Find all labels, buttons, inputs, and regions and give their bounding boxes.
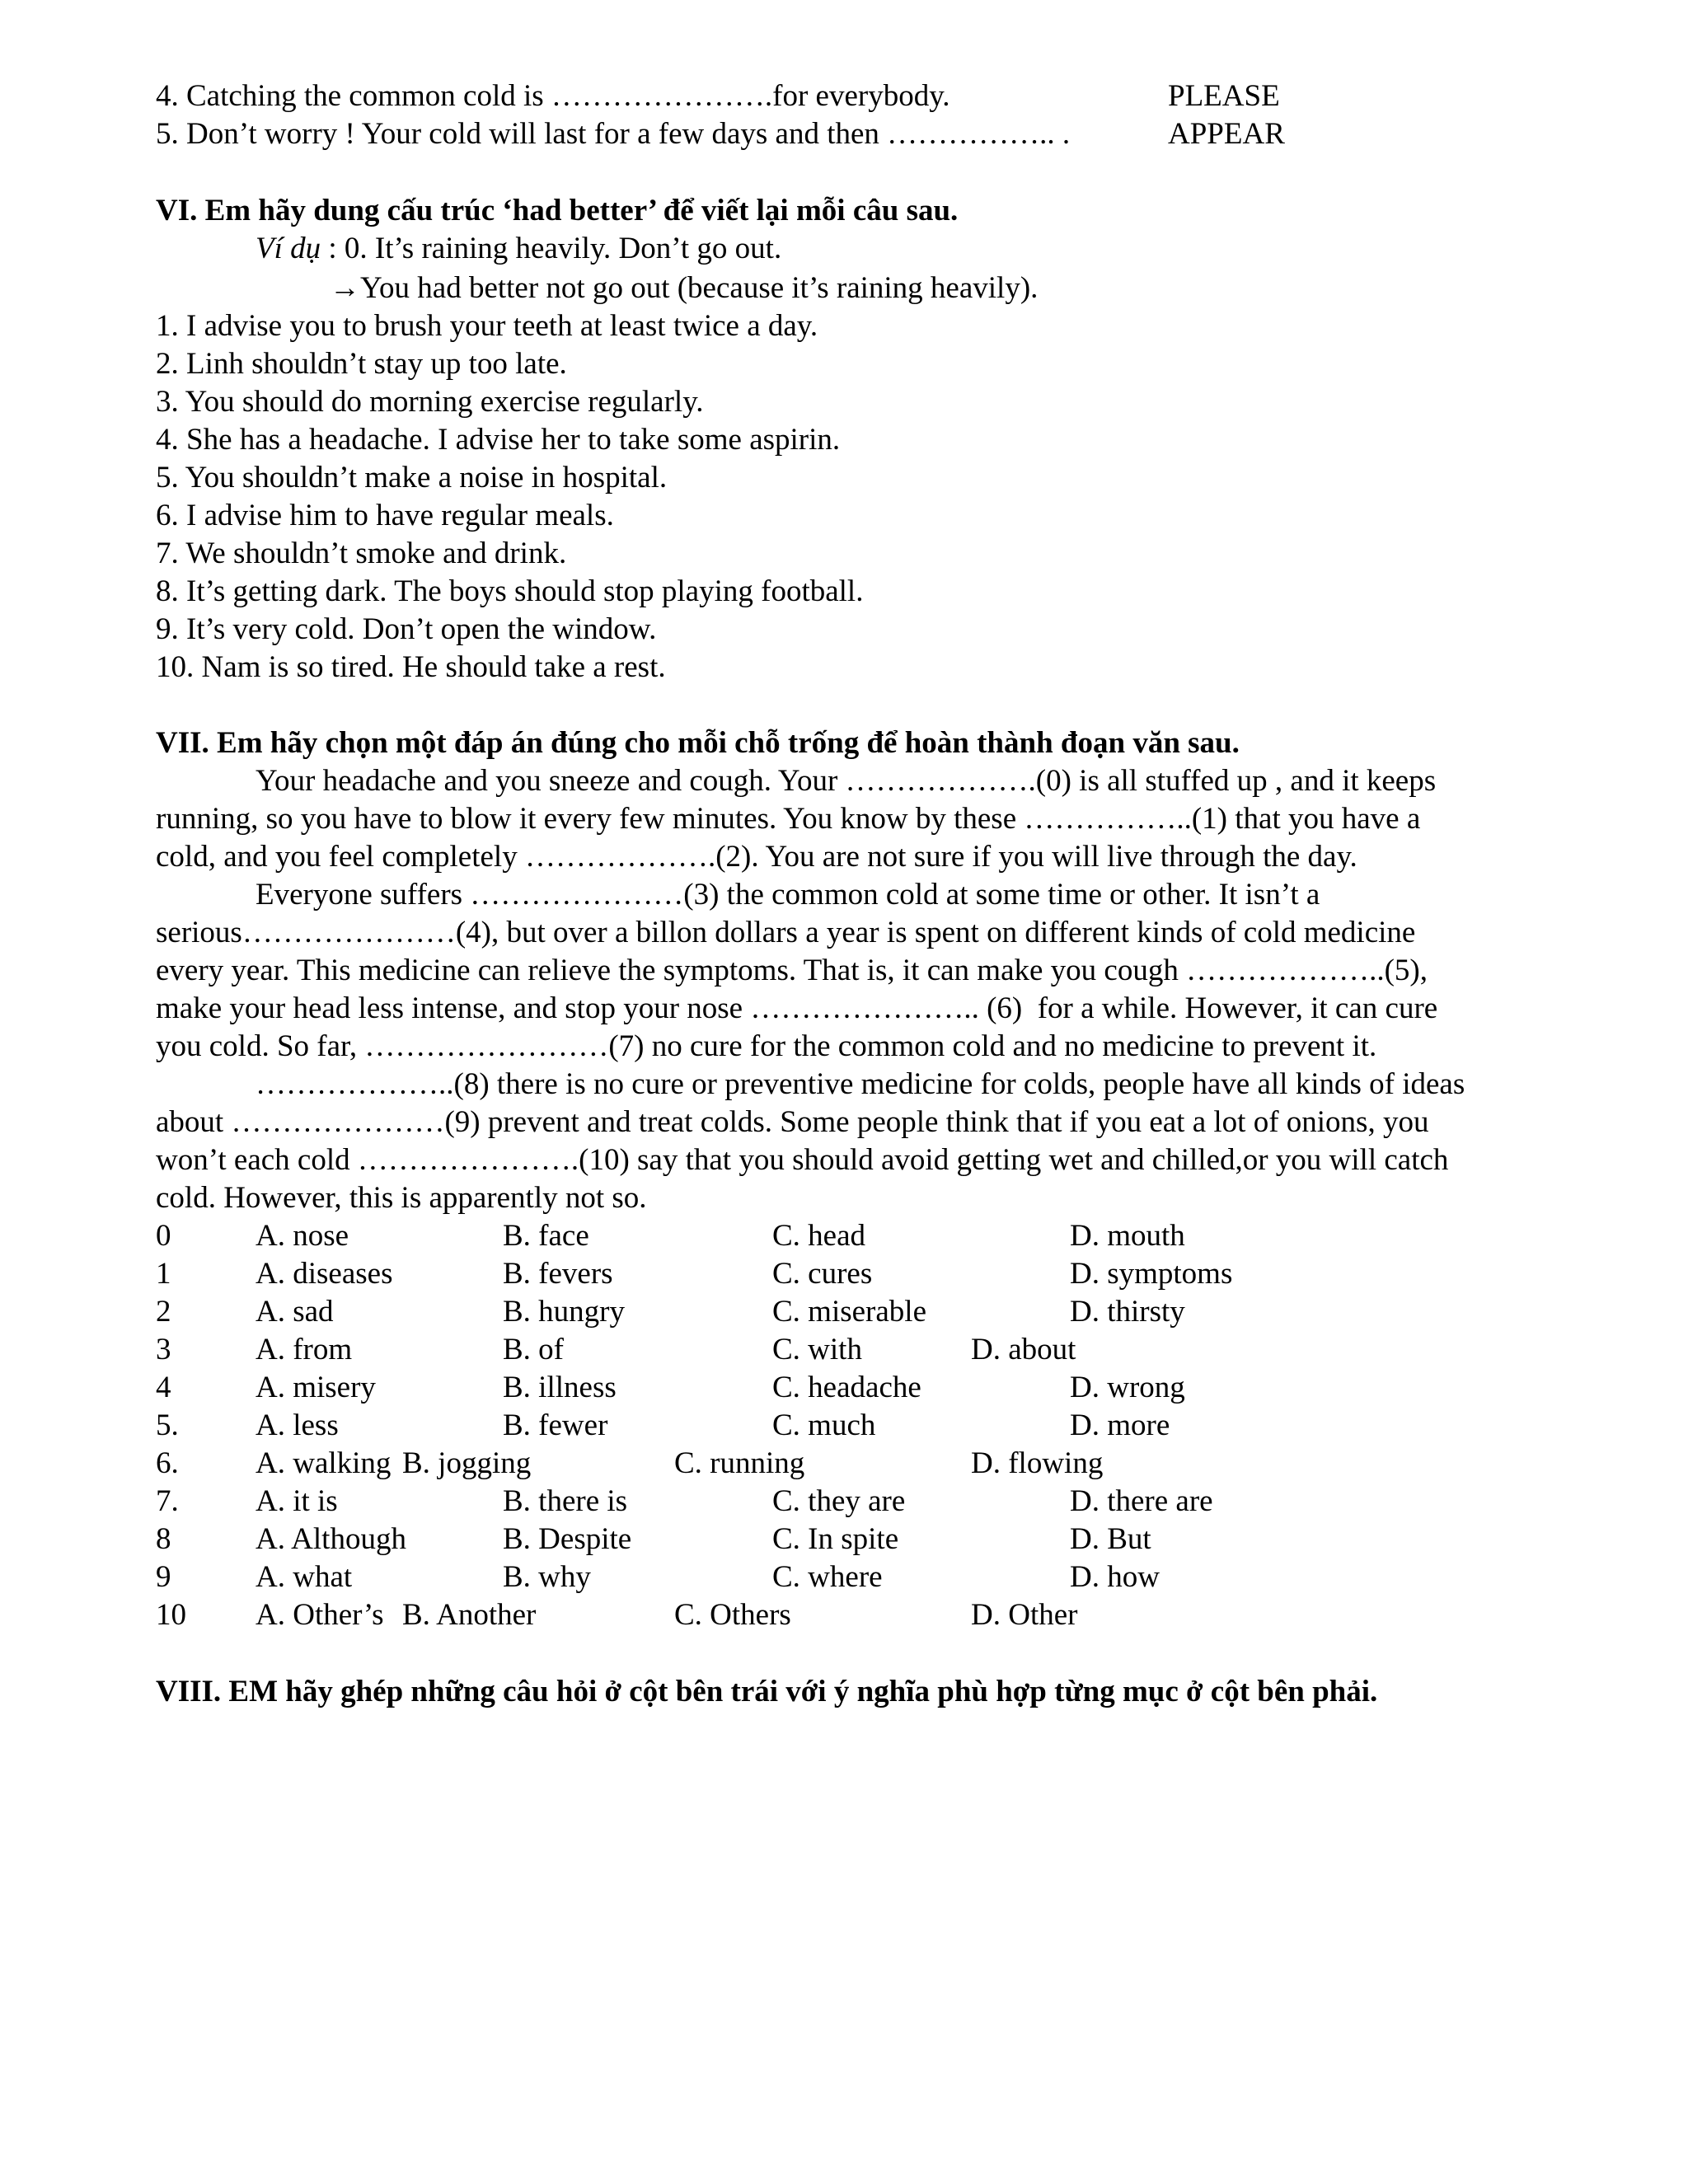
option-number: 1 [156, 1257, 171, 1291]
option-c: C. In spite [772, 1522, 899, 1556]
passage-line: Everyone suffers …………………(3) the common cold at some time or other. It isn’t a [256, 878, 1320, 912]
option-b: B. of [503, 1333, 564, 1366]
option-a: A. nose [256, 1219, 349, 1253]
option-b: B. jogging [402, 1446, 532, 1480]
option-a: A. misery [256, 1371, 376, 1404]
option-b: B. hungry [503, 1295, 625, 1329]
option-a: A. sad [256, 1295, 334, 1329]
option-c: C. headache [772, 1371, 921, 1404]
example-label: Ví dụ [256, 232, 321, 265]
option-b: B. face [503, 1219, 589, 1253]
passage-line: cold, and you feel completely ……………….(2). You are not sure if you will live through the day. [156, 840, 1357, 874]
option-b: B. fevers [503, 1257, 613, 1291]
option-number: 6. [156, 1446, 179, 1480]
option-d: D. symptoms [1070, 1257, 1233, 1291]
exercise-vi-item: 5. You shouldn’t make a noise in hospital. [156, 461, 668, 494]
option-b: B. illness [503, 1371, 617, 1404]
passage-line: won’t each cold ………………….(10) say that you should avoid getting wet and chilled,or you will catch [156, 1143, 1449, 1177]
option-d: D. wrong [1070, 1371, 1185, 1404]
passage-line: make your head less intense, and stop your nose ………………….. (6) for a while. However, it can cure [156, 991, 1438, 1025]
exercise-vi-item: 7. We shouldn’t smoke and drink. [156, 537, 567, 570]
option-d: D. Other [971, 1598, 1078, 1632]
exercise-vi-item: 8. It’s getting dark. The boys should stop playing football. [156, 574, 864, 608]
option-b: B. there is [503, 1484, 628, 1518]
example-text: : 0. It’s raining heavily. Don’t go out. [321, 232, 782, 265]
passage-line: running, so you have to blow it every few minutes. You know by these ……………..(1) that you have a [156, 802, 1421, 836]
example-line [256, 230, 781, 268]
option-a: A. it is [256, 1484, 338, 1518]
option-a: A. Other’s [256, 1598, 384, 1632]
passage-line: ………………..(8) there is no cure or preventive medicine for colds, people have all kinds of ideas [256, 1067, 1465, 1101]
option-c: C. running [674, 1446, 805, 1480]
example-answer: You had better not go out (because it’s raining heavily). [360, 271, 1039, 305]
option-b: B. Another [402, 1598, 537, 1632]
option-number: 4 [156, 1371, 171, 1404]
option-number: 5. [156, 1408, 179, 1442]
option-a: A. diseases [256, 1257, 393, 1291]
passage-line: Your headache and you sneeze and cough. Your ……………….(0) is all stuffed up , and it keeps [256, 764, 1437, 798]
option-c: C. with [772, 1333, 862, 1366]
option-number: 10 [156, 1598, 186, 1632]
passage-line: every year. This medicine can relieve the symptoms. That is, it can make you cough ………………..(5), [156, 954, 1428, 987]
option-a: A. what [256, 1560, 353, 1594]
option-d: D. there are [1070, 1484, 1213, 1518]
option-c: C. where [772, 1560, 883, 1594]
option-number: 0 [156, 1219, 171, 1253]
passage-line: about …………………(9) prevent and treat colds. Some people think that if you eat a lot of onions, you [156, 1105, 1429, 1139]
word-form-please: PLEASE [1168, 79, 1280, 113]
option-d: D. thirsty [1070, 1295, 1185, 1329]
option-c: C. cures [772, 1257, 873, 1291]
exercise-v-item-4: 4. Catching the common cold is ………………….for everybody. [156, 79, 950, 113]
option-b: B. why [503, 1560, 591, 1594]
option-b: B. fewer [503, 1408, 608, 1442]
option-number: 7. [156, 1484, 179, 1518]
exercise-vi-item: 3. You should do morning exercise regularly. [156, 385, 704, 419]
option-a: A. Although [256, 1522, 406, 1556]
option-number: 9 [156, 1560, 171, 1594]
passage-line: you cold. So far, ……………………(7) no cure for the common cold and no medicine to prevent it. [156, 1029, 1377, 1063]
exercise-vi-item: 9. It’s very cold. Don’t open the window. [156, 612, 657, 646]
option-c: C. they are [772, 1484, 906, 1518]
option-d: D. mouth [1070, 1219, 1185, 1253]
section-viii-heading: VIII. EM hãy ghép những câu hỏi ở cột bên trái với ý nghĩa phù hợp từng mục ở cột bên phải. [156, 1675, 1378, 1708]
section-vi-heading: VI. Em hãy dung cấu trúc ‘had better’ để viết lại mỗi câu sau. [156, 194, 959, 227]
exercise-vi-item: 6. I advise him to have regular meals. [156, 499, 614, 532]
option-a: A. less [256, 1408, 339, 1442]
exercise-vi-item: 10. Nam is so tired. He should take a rest. [156, 650, 666, 684]
option-d: D. more [1070, 1408, 1170, 1442]
example-answer-line [330, 269, 1038, 307]
option-c: C. head [772, 1219, 866, 1253]
exercise-vi-item: 4. She has a headache. I advise her to take some aspirin. [156, 423, 841, 457]
passage-line: cold. However, this is apparently not so. [156, 1181, 647, 1215]
option-d: D. But [1070, 1522, 1151, 1556]
exercise-v-item-5: 5. Don’t worry ! Your cold will last for a few days and then …………….. . [156, 117, 1071, 151]
option-c: C. Others [674, 1598, 791, 1632]
option-c: C. miserable [772, 1295, 927, 1329]
option-d: D. flowing [971, 1446, 1104, 1480]
option-number: 3 [156, 1333, 171, 1366]
exercise-vi-item: 1. I advise you to brush your teeth at least twice a day. [156, 309, 818, 343]
word-form-appear: APPEAR [1168, 117, 1285, 151]
option-d: D. about [971, 1333, 1076, 1366]
arrow-right-icon: → [330, 271, 360, 305]
passage-line: serious…………………(4), but over a billon dollars a year is spent on different kinds of cold medicine [156, 916, 1416, 949]
option-d: D. how [1070, 1560, 1160, 1594]
option-a: A. from [256, 1333, 353, 1366]
option-c: C. much [772, 1408, 876, 1442]
option-b: B. Despite [503, 1522, 632, 1556]
option-number: 2 [156, 1295, 171, 1329]
section-vii-heading: VII. Em hãy chọn một đáp án đúng cho mỗi chỗ trống để hoàn thành đoạn văn sau. [156, 726, 1240, 760]
option-a: A. walking [256, 1446, 392, 1480]
option-number: 8 [156, 1522, 171, 1556]
exercise-vi-item: 2. Linh shouldn’t stay up too late. [156, 347, 567, 381]
